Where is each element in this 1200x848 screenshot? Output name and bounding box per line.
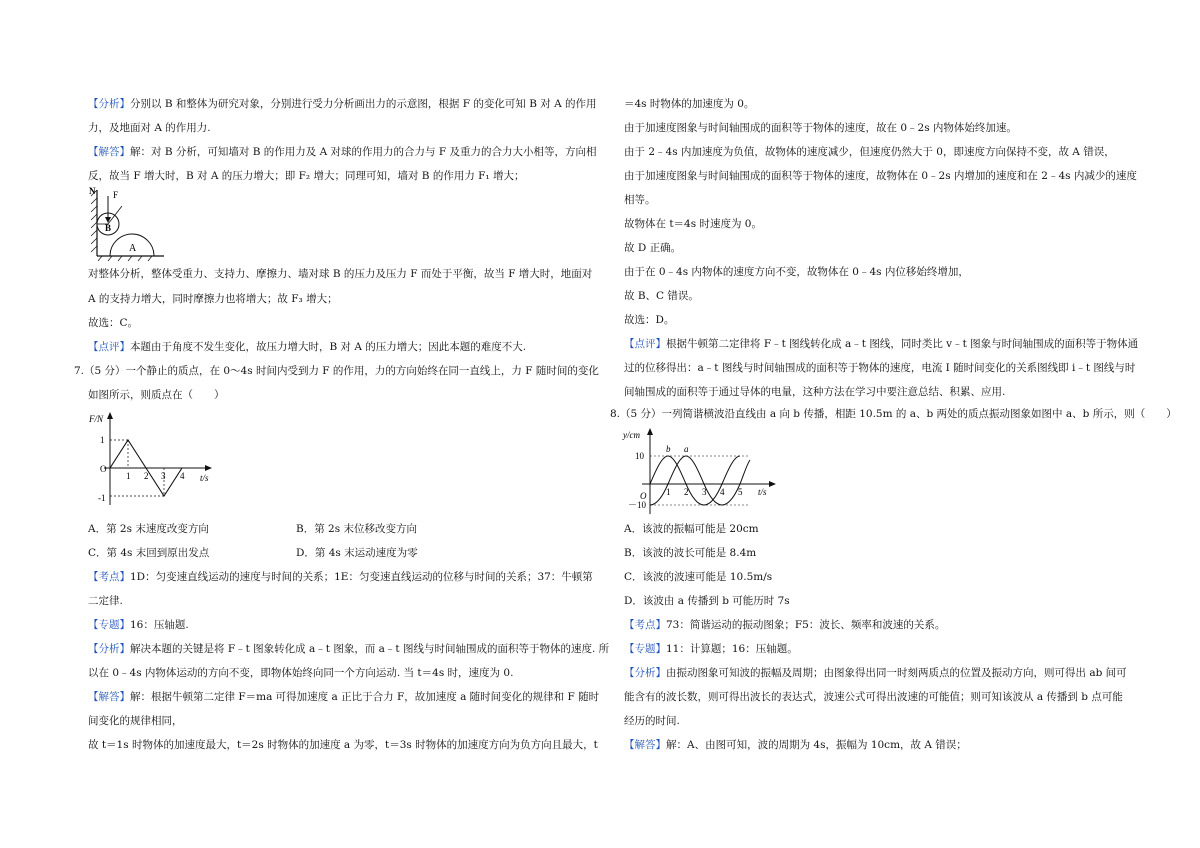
fenxi-tag: 【分析】	[88, 643, 130, 655]
y-tick-neg: -1	[98, 493, 106, 503]
force-diagram-figure	[88, 186, 168, 262]
vibration-graph	[622, 426, 782, 516]
analysis-tag: 【分析】	[88, 98, 130, 110]
y-tick-neg: －10	[628, 500, 647, 510]
label-a: A	[129, 243, 137, 254]
t-tick-1: 1	[666, 487, 671, 497]
kaodian-line-1: 【考点】1D：匀变速直线运动的速度与时间的关系；1E：匀变速直线运动的位移与时间的关系；37：牛顿第	[88, 571, 593, 583]
jieda-line-3: 故 t＝1s 时物体的加速度最大，t＝2s 时物体的加速度 a 为零，t＝3s 时物体的加速度方向为负方向且最大，t	[88, 739, 598, 751]
right-line-1: ＝4s 时物体的加速度为 0。	[624, 98, 755, 110]
t-axis-label: t/s	[758, 487, 767, 497]
right-line-7: 故 D 正确。	[624, 242, 682, 254]
curve-b	[650, 456, 740, 505]
q8-fenxi-line-2: 能含有的波长数，则可得出波长的表达式，波速公式可得出波速的可能值；则可知该波从 a 传播到 b 点可能	[624, 691, 1123, 703]
force-time-graph	[88, 410, 218, 514]
q8-kaodian-tag: 【考点】	[624, 619, 666, 631]
question-7-line-1: 7.（5 分）一个静止的质点，在 0～4s 时间内受到力 F 的作用，力的方向始终在同一直线上，力 F 随时间的变化	[74, 365, 599, 377]
comment-line: 【点评】本题由于角度不发生变化，故压力增大时，B 对 A 的压力增大；因此本题的难度不大.	[88, 341, 527, 353]
jieda-line-2: 间变化的规律相同，	[88, 715, 183, 727]
dianping-line-3: 间轴围成的面积等于通过导体的电量，这种方法在学习中要注意总结、积累、应用.	[624, 386, 1006, 398]
jieda-tag: 【解答】	[88, 691, 130, 703]
question-7-line-2: 如图所示，则质点在（ ）	[88, 389, 225, 401]
answer-paragraph-line-1: 【解答】解：对 B 分析，可知墙对 B 的作用力及 A 对球的作用力的合力与 F 及重力的合力大小相等，方向相	[88, 146, 597, 158]
right-line-8: 由于在 0﹣4s 内物体的速度方向不变，故物体在 0﹣4s 内位移始终增加，	[624, 266, 969, 278]
answer-tag: 【解答】	[88, 146, 130, 158]
analysis-paragraph-line-2: 力，及地面对 A 的作用力.	[88, 122, 211, 134]
analysis-paragraph-line-1: 【分析】分别以 B 和整体为研究对象，分别进行受力分析画出力的示意图，根据 F 的变化可知 B 对 A 的作用	[88, 98, 597, 110]
curve-a	[650, 456, 750, 505]
q7-option-d: D．第 4s 末运动速度为零	[296, 547, 418, 559]
q8-option-c: C．该波的波速可能是 10.5m/s	[624, 571, 773, 583]
q8-option-d: D．该波由 a 传播到 b 可能历时 7s	[624, 595, 790, 607]
q8-zhuanti-tag: 【专题】	[624, 643, 666, 655]
right-line-6: 故物体在 t＝4s 时速度为 0。	[624, 218, 762, 230]
q7-option-a: A．第 2s 末速度改变方向	[88, 523, 209, 535]
ground-hatching	[98, 256, 152, 261]
question-8-line: 8.（5 分）一列简谐横波沿直线由 a 向 b 传播，相距 10.5m 的 a、b 两处的质点振动图象如图中 a、b 所示，则（ ）	[610, 408, 1177, 420]
origin-label: O	[640, 491, 647, 501]
kaodian-line-2: 二定律.	[88, 595, 123, 607]
x-tick-3: 3	[161, 471, 166, 481]
dianping-line-2: 过的位移得出：a﹣t 图线与时间轴围成的面积等于物体的速度，电流 I 随时间变化的关系图线即 i﹣t 图线与时	[624, 362, 1136, 374]
x-tick-2: 2	[144, 471, 149, 481]
dianping-tag: 【点评】	[624, 338, 666, 350]
q8-kaodian-line: 【考点】73：简谐运动的振动图象；F5：波长、频率和波速的关系。	[624, 619, 946, 631]
t-tick-3: 3	[702, 487, 707, 497]
q8-fenxi-line-3: 经历的时间.	[624, 715, 680, 727]
t-tick-2: 2	[684, 487, 689, 497]
answer-paragraph-line-2: 反，故当 F 增大时，B 对 A 的压力增大；即 F₂ 增大；同理可知，墙对 B 的作用力 F₁ 增大；	[88, 170, 525, 182]
q8-fenxi-tag: 【分析】	[624, 667, 666, 679]
right-line-5: 相等。	[624, 194, 656, 206]
wall-hatching	[91, 190, 97, 252]
t-tick-4: 4	[720, 487, 725, 497]
label-b: B	[105, 223, 112, 233]
right-line-4: 由于加速度图象与时间轴围成的面积等于物体的速度，故物体在 0﹣2s 内增加的速度和在 2﹣4s 内减少的速度	[624, 170, 1137, 182]
q8-jieda-line: 【解答】解：A、由图可知，波的周期为 4s，振幅为 10cm，故 A 错误；	[624, 739, 967, 751]
fenxi-line-1: 【分析】解决本题的关键是将 F﹣t 图象转化成 a﹣t 图象，而 a﹣t 图线与时间轴围成的面积等于物体的速度. 所	[88, 643, 610, 655]
q8-option-b: B．该波的波长可能是 8.4m	[624, 547, 757, 559]
x-tick-1: 1	[126, 471, 131, 481]
right-line-10: 故选：D。	[624, 314, 675, 326]
kaodian-tag: 【考点】	[88, 571, 130, 583]
label-n: N	[89, 186, 96, 196]
right-line-2: 由于加速度图象与时间轴围成的面积等于物体的速度，故在 0﹣2s 内物体始终加速。	[624, 122, 1017, 134]
comment-tag: 【点评】	[88, 341, 130, 353]
y-tick-pos: 1	[100, 435, 105, 445]
t-tick-5: 5	[738, 487, 743, 497]
zhuanti-tag: 【专题】	[88, 619, 130, 631]
fenxi-line-2: 以在 0﹣4s 内物体运动的方向不变，即物体始终向同一个方向运动. 当 t＝4s 时，速度为 0.	[88, 667, 514, 679]
x-axis-label: t/s	[200, 473, 209, 483]
q8-zhuanti-line: 【专题】11：计算题；16：压轴题。	[624, 643, 798, 655]
y-tick-pos: 10	[635, 451, 644, 461]
whole-analysis-line-1: 对整体分析，整体受重力、支持力、摩擦力、墙对球 B 的压力及压力 F 而处于平衡，故当 F 增大时，地面对	[88, 268, 593, 280]
y-axis-label: F/N	[89, 414, 104, 424]
y-axis-label: y/cm	[623, 430, 640, 440]
x-tick-4: 4	[180, 471, 185, 481]
label-f: F	[113, 190, 119, 200]
zhuanti-line: 【专题】16：压轴题.	[88, 619, 189, 631]
q8-jieda-tag: 【解答】	[624, 739, 666, 751]
q8-option-a: A．该波的振幅可能是 20cm	[624, 523, 759, 535]
jieda-line-1: 【解答】解：根据牛顿第二定律 F＝ma 可得加速度 a 正比于合力 F，故加速度 a 随时间变化的规律和 F 随时	[88, 691, 600, 703]
curve-label-b: b	[666, 444, 671, 454]
q7-option-b: B．第 2s 末位移改变方向	[296, 523, 417, 535]
dianping-line-1: 【点评】根据牛顿第二定律将 F﹣t 图线转化成 a﹣t 图线，同时类比 v﹣t 图象与时间轴围成的面积等于物体通	[624, 338, 1139, 350]
q8-fenxi-line-1: 【分析】由振动图象可知波的振幅及周期；由图象得出同一时刻两质点的位置及振动方向，则可得出 ab 间可	[624, 667, 1127, 679]
right-line-3: 由于 2﹣4s 内加速度为负值，故物体的速度减少，但速度仍然大于 0，即速度方向保持不变，故 A 错误，	[624, 146, 1115, 158]
choice-line: 故选：C。	[88, 317, 139, 329]
right-line-9: 故 B、C 错误。	[624, 290, 699, 302]
origin-label: O	[100, 464, 107, 474]
whole-analysis-line-2: A 的支持力增大，同时摩擦力也将增大；故 F₃ 增大；	[88, 293, 338, 305]
curve-label-a: a	[684, 444, 689, 454]
q7-option-c: C．第 4s 末回到原出发点	[88, 547, 210, 559]
